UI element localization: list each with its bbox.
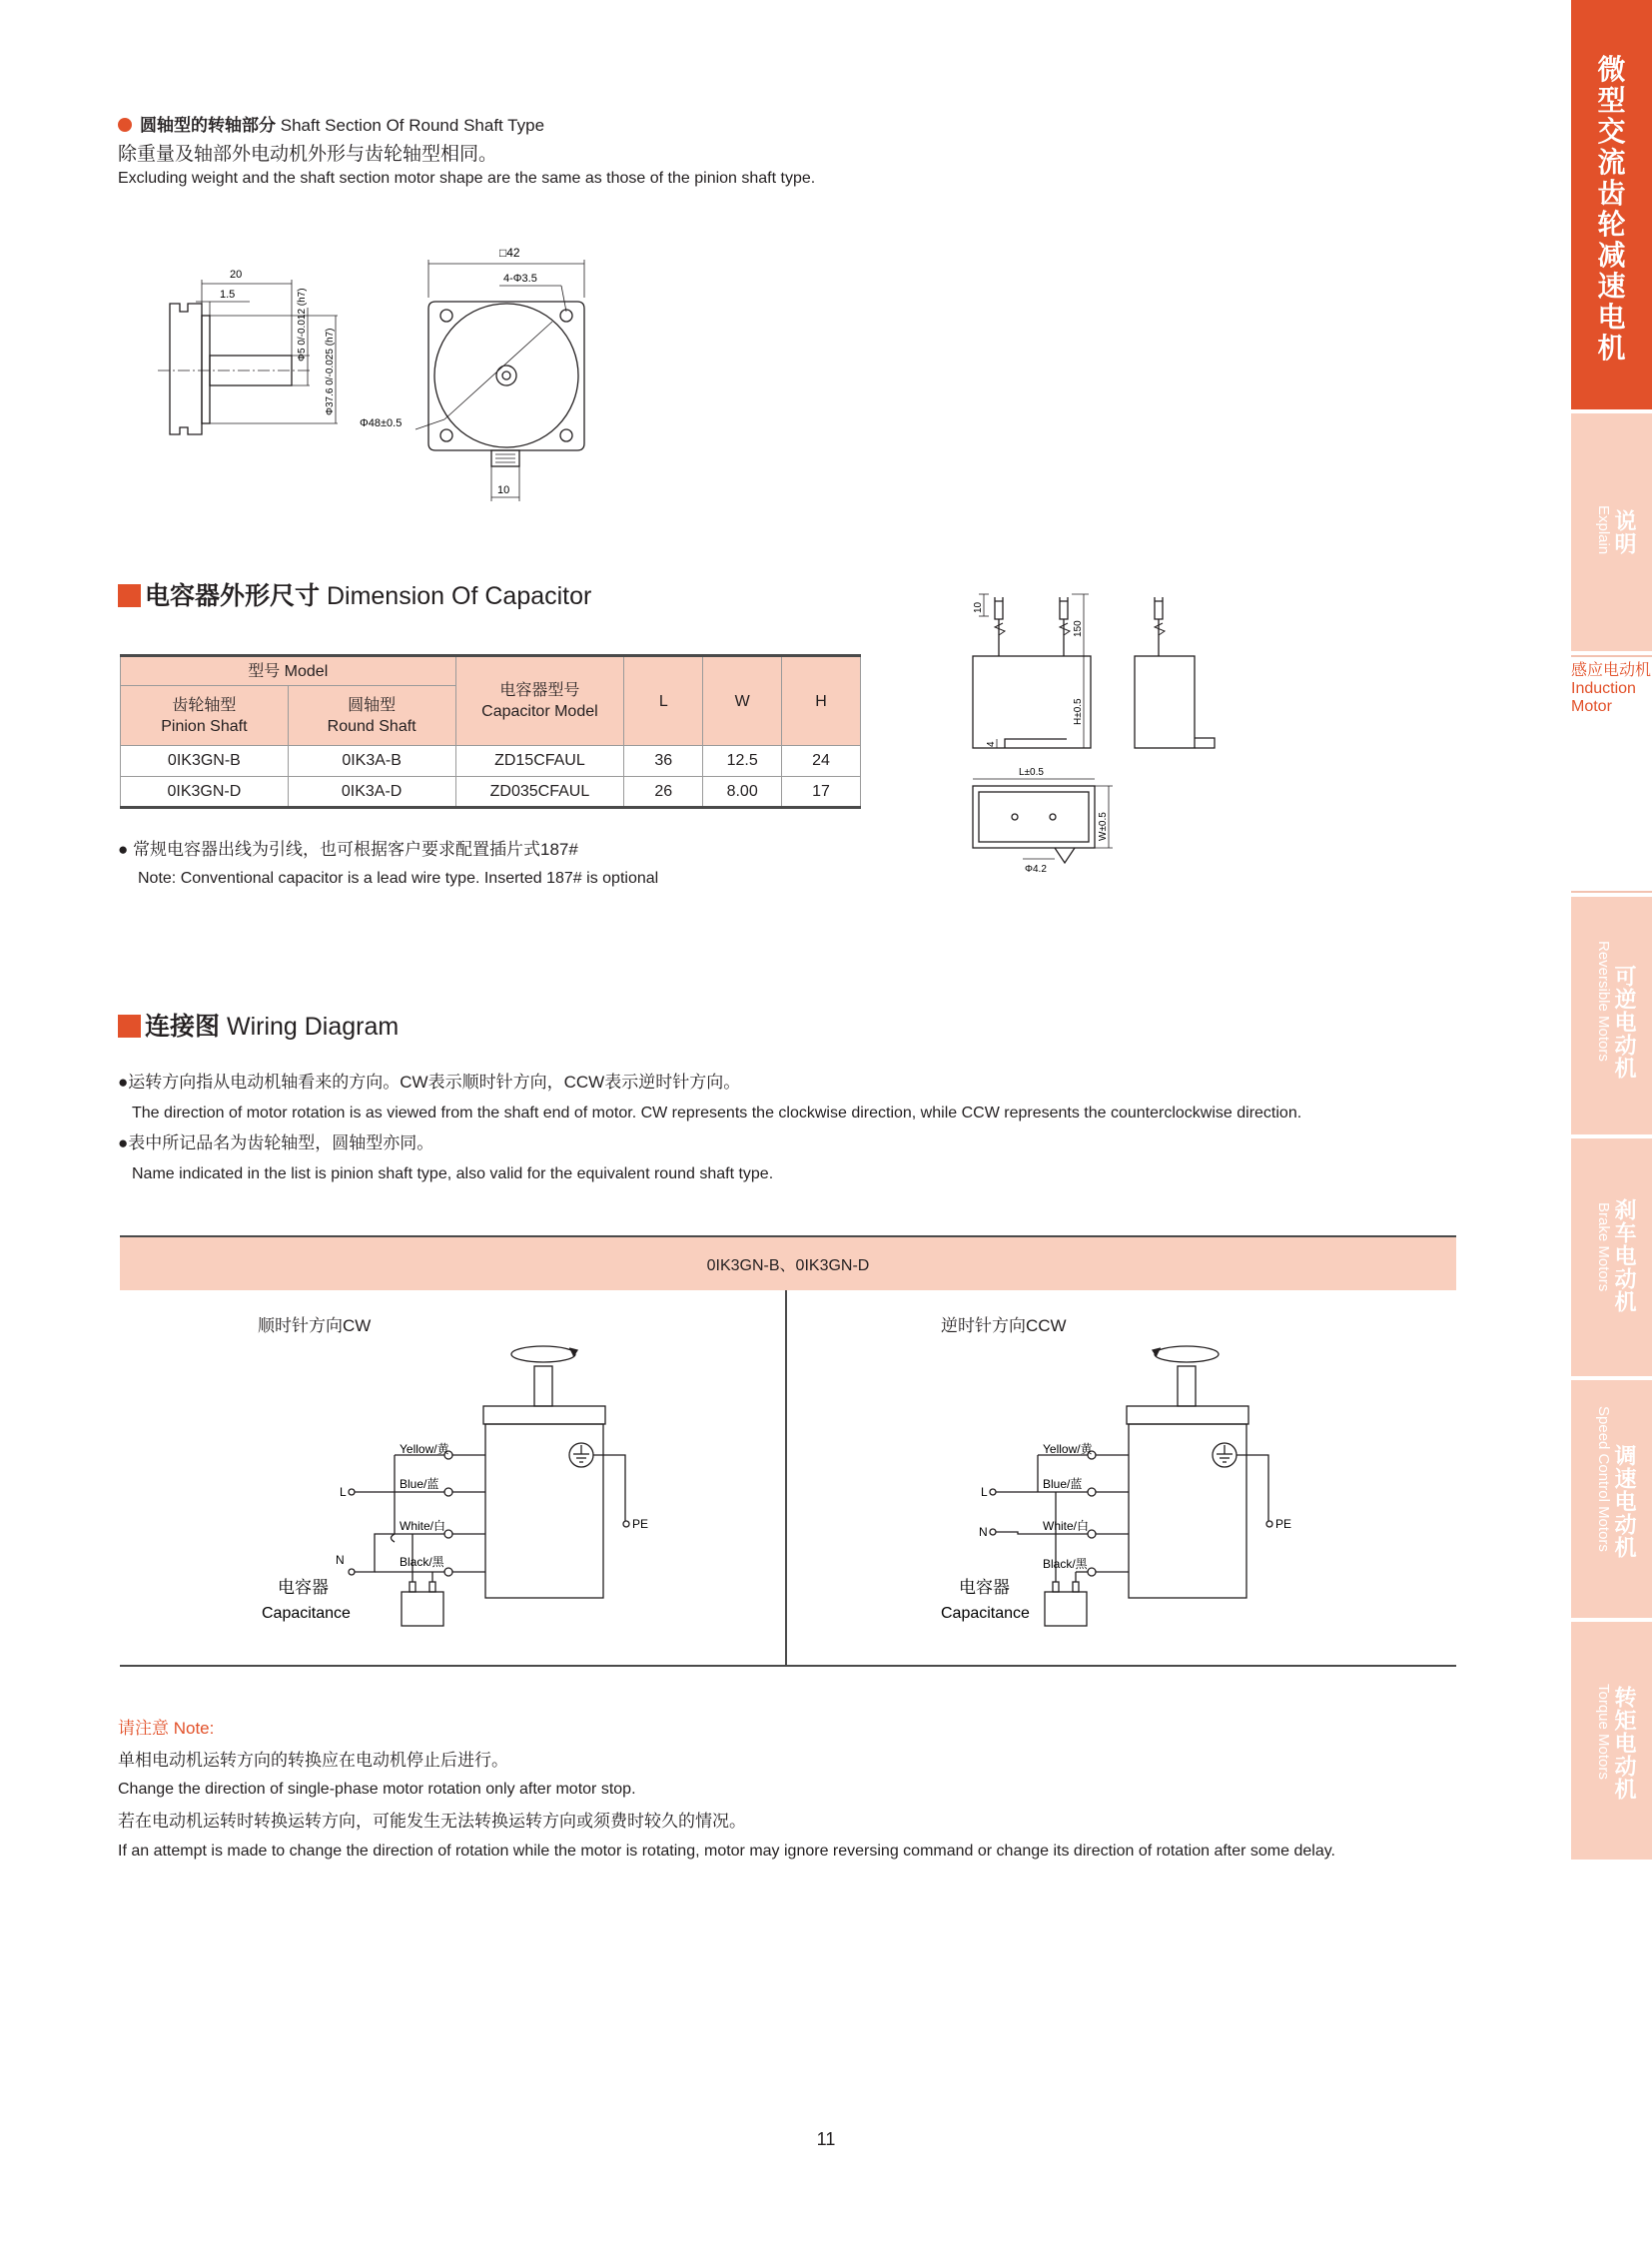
shaft-title-en: Shaft Section Of Round Shaft Type — [280, 116, 545, 135]
cell-cap: ZD15CFAUL — [455, 746, 624, 777]
shaft-title-cn: 圆轴型的转轴部分 — [140, 116, 276, 135]
cell-pinion: 0IK3GN-B — [121, 746, 289, 777]
capacitor-drawing — [959, 579, 1258, 889]
wire-white-label: White/白 — [400, 1519, 446, 1533]
capacitor-note-en: Note: Conventional capacitor is a lead wire type. Inserted 187# is optional — [138, 870, 659, 887]
side-tab-torque-motors[interactable] — [1571, 1622, 1652, 1860]
shaft-section-heading — [118, 114, 544, 138]
wiring-title-cn: 连接图 — [145, 1013, 221, 1041]
wiring-model-band — [120, 1235, 1456, 1290]
th-round-en: Round Shaft — [327, 717, 416, 735]
dim-holes: 4-Φ3.5 — [503, 273, 537, 285]
th-round — [288, 686, 455, 746]
terminal-L: L — [981, 1485, 988, 1499]
side-tab-brake-motors[interactable] — [1571, 1138, 1652, 1376]
cap-dim-H: H±0.5 — [1073, 698, 1084, 725]
dim-20: 20 — [230, 269, 243, 281]
capacitor-label-en: Capacitance — [941, 1605, 1030, 1622]
wire-yellow-label: Yellow/黄 — [400, 1442, 449, 1456]
th-cap-en: Capacitor Model — [481, 703, 598, 720]
capacitor-table — [120, 654, 861, 809]
th-pinion-en: Pinion Shaft — [161, 717, 248, 735]
cell-L: 26 — [624, 777, 703, 808]
side-tab-label-cn: 刹车电动机 — [1612, 1198, 1637, 1313]
cap-dim-L: L±0.5 — [1019, 767, 1044, 778]
side-tab-main[interactable] — [1571, 0, 1652, 409]
cell-W: 12.5 — [703, 746, 782, 777]
wire-blue-label: Blue/蓝 — [400, 1477, 439, 1491]
cell-H: 24 — [782, 746, 861, 777]
cap-dim-10: 10 — [973, 601, 984, 613]
dim-pcd: Φ48±0.5 — [360, 417, 403, 429]
side-tab-label-en: Torque Motors — [1595, 1684, 1612, 1780]
capacitor-label-cn: 电容器 — [959, 1578, 1010, 1597]
dim-shaft-dia: Φ5 0/-0.012 (h7) — [297, 288, 308, 362]
side-tab-main-label: 微型交流齿轮减速电机 — [1597, 54, 1626, 364]
dim-pilot-dia: Φ37.6 0/-0.025 (h7) — [325, 328, 336, 415]
capacitor-note-cn: ● 常规电容器出线为引线，也可根据客户要求配置插片式187# — [118, 840, 578, 859]
shaft-desc-en: Excluding weight and the shaft section motor shape are the same as those of the pinion shaft type. — [118, 170, 816, 187]
wiring-line2-cn: ●表中所记品名为齿轮轴型，圆轴型亦同。 — [118, 1133, 434, 1152]
cap-dim-W: W±0.5 — [1098, 812, 1109, 841]
capacitor-title-en: Dimension Of Capacitor — [326, 582, 592, 610]
th-L: L — [624, 656, 703, 746]
caution-l2-en: If an attempt is made to change the direction of rotation while the motor is rotating, motor may ignore reversing command or change its direction of rotation after some delay. — [118, 1843, 1335, 1860]
side-tab-speed-control-motors[interactable] — [1571, 1380, 1652, 1618]
wire-black-label: Black/黑 — [1043, 1557, 1088, 1571]
cw-title: 顺时针方向CW — [258, 1316, 372, 1335]
side-tab-explain[interactable] — [1571, 413, 1652, 651]
wiring-title-en: Wiring Diagram — [226, 1013, 400, 1041]
side-tab-label-en: Speed Control Motors — [1595, 1406, 1612, 1552]
wire-blue-label: Blue/蓝 — [1043, 1477, 1083, 1491]
side-tab-induction-motor[interactable] — [1571, 655, 1652, 893]
side-tab-label-cn: 转矩电动机 — [1612, 1686, 1637, 1801]
wiring-bottom-rule — [120, 1665, 1456, 1667]
shaft-front-view-drawing — [350, 240, 599, 509]
terminal-PE: PE — [632, 1517, 649, 1531]
side-tab-label-en: Reversible Motors — [1595, 941, 1612, 1062]
ccw-title: 逆时针方向CCW — [941, 1316, 1067, 1335]
caution-l1-cn: 单相电动机运转方向的转换应在电动机停止后进行。 — [118, 1751, 508, 1770]
shaft-desc-cn: 除重量及轴部外电动机外形与齿轮轴型相同。 — [118, 144, 498, 165]
th-pinion-cn: 齿轮轴型 — [172, 696, 237, 714]
cell-round: 0IK3A-B — [288, 746, 455, 777]
th-round-cn: 圆轴型 — [348, 696, 397, 714]
terminal-N: N — [336, 1553, 345, 1567]
wiring-line1-en: The direction of motor rotation is as viewed from the shaft end of motor. CW represents the clockwise direction, while CCW represents the counterclockwise direction. — [132, 1105, 1302, 1121]
wire-white-label: White/白 — [1043, 1519, 1090, 1533]
side-tab-label-cn: 可逆电动机 — [1612, 965, 1637, 1080]
side-tab-label-en: Explain — [1595, 505, 1612, 555]
th-H: H — [782, 656, 861, 746]
bullet-dot-icon — [118, 118, 132, 132]
caution-l1-en: Change the direction of single-phase motor rotation only after motor stop. — [118, 1781, 636, 1798]
cell-H: 17 — [782, 777, 861, 808]
side-tab-label-en: Induction Motor — [1571, 680, 1636, 715]
wiring-section-heading — [118, 1011, 399, 1043]
wiring-model-label: 0IK3GN-B、0IK3GN-D — [706, 1257, 870, 1274]
capacitor-section-heading — [118, 580, 591, 612]
th-capacitor-model — [455, 656, 624, 746]
cell-round: 0IK3A-D — [288, 777, 455, 808]
dim-10: 10 — [497, 484, 510, 496]
dim-square: □42 — [499, 246, 520, 260]
ccw-wiring-diagram — [923, 1338, 1382, 1638]
cell-W: 8.00 — [703, 777, 782, 808]
page-number: 11 — [816, 2129, 836, 2149]
th-cap-cn: 电容器型号 — [499, 682, 580, 699]
cap-dim-150: 150 — [1073, 620, 1084, 637]
terminal-N: N — [979, 1525, 988, 1539]
side-tab-label-cn: 说明 — [1612, 509, 1637, 555]
th-model-group: 型号 Model — [121, 656, 456, 686]
cell-pinion: 0IK3GN-D — [121, 777, 289, 808]
side-tab-label-cn: 感应电动机 — [1571, 662, 1652, 679]
th-pinion — [121, 686, 289, 746]
wire-black-label: Black/黑 — [400, 1555, 444, 1569]
side-tab-label-en: Brake Motors — [1595, 1202, 1612, 1292]
side-tab-reversible-motors[interactable] — [1571, 897, 1652, 1134]
cell-L: 36 — [624, 746, 703, 777]
table-row — [121, 777, 861, 808]
table-row — [121, 746, 861, 777]
th-W: W — [703, 656, 782, 746]
cap-dim-4: 4 — [986, 741, 997, 747]
terminal-PE: PE — [1275, 1517, 1292, 1531]
dim-1-5: 1.5 — [220, 289, 236, 301]
cw-wiring-diagram — [240, 1338, 699, 1638]
cell-cap: ZD035CFAUL — [455, 777, 624, 808]
cap-dim-hole: Φ4.2 — [1025, 864, 1047, 875]
capacitor-label-en: Capacitance — [262, 1605, 351, 1622]
shaft-side-view-drawing — [150, 240, 380, 459]
caution-heading: 请注意 Note: — [118, 1719, 215, 1738]
wiring-line1-cn: ●运转方向指从电动机轴看来的方向。CW表示顺时针方向，CCW表示逆时针方向。 — [118, 1073, 741, 1092]
wiring-line2-en: Name indicated in the list is pinion shaft type, also valid for the equivalent round shaft type. — [132, 1165, 774, 1182]
section-marker-icon — [118, 584, 141, 607]
wire-yellow-label: Yellow/黄 — [1043, 1442, 1093, 1456]
capacitor-label-cn: 电容器 — [278, 1578, 329, 1597]
capacitor-title-cn: 电容器外形尺寸 — [145, 582, 321, 610]
section-marker-icon — [118, 1015, 141, 1038]
caution-l2-cn: 若在电动机运转时转换运转方向，可能发生无法转换运转方向或须费时较久的情况。 — [118, 1812, 746, 1831]
wiring-divider — [785, 1290, 787, 1665]
side-tab-label-cn: 调速电动机 — [1612, 1444, 1637, 1559]
terminal-L: L — [340, 1485, 347, 1499]
